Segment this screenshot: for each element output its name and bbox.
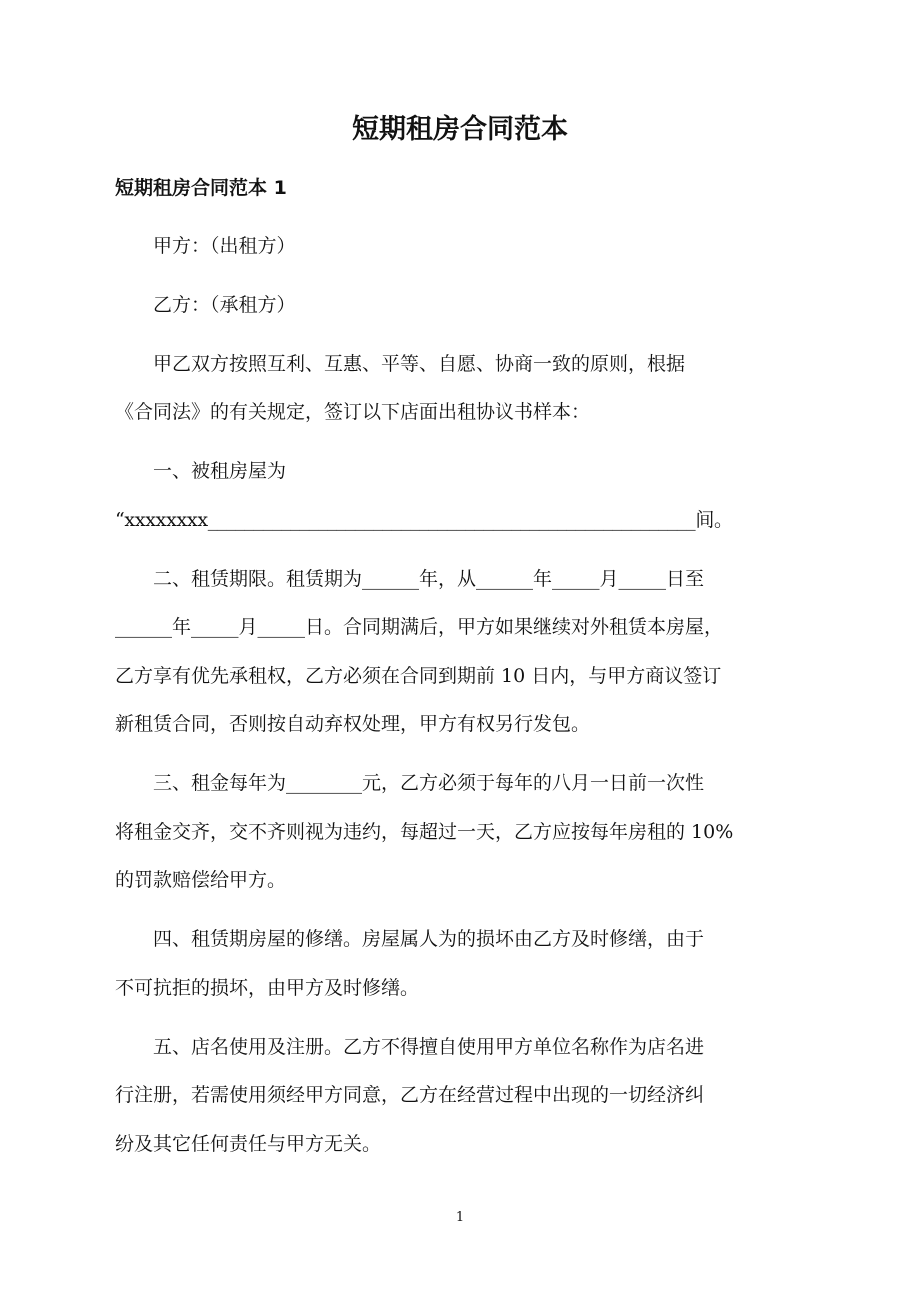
- clause-5-line-1: 五、店名使用及注册。乙方不得擅自使用甲方单位名称作为店名进: [153, 1036, 705, 1058]
- page-number: 1: [455, 1210, 465, 1225]
- clause-3-line-3: 的罚款赔偿给甲方。: [115, 869, 287, 891]
- clause-2-line-1: 二、租赁期限。租赁期为______年，从______年_____月_____日至: [153, 568, 705, 590]
- party-b-line: 乙方：（承租方）: [153, 294, 296, 316]
- clause-3-line-2: 将租金交齐，交不齐则视为违约，每超过一天，乙方应按每年房租的 10%: [115, 821, 734, 843]
- clause-2-line-3: 乙方享有优先承租权，乙方必须在合同到期前 10 日内，与甲方商议签订: [115, 665, 722, 687]
- clause-1-line-2: “xxxxxxxx_____________________________________________________间。: [115, 509, 733, 531]
- document-title: 短期租房合同范本: [352, 114, 568, 145]
- section-heading: 短期租房合同范本 1: [115, 177, 287, 199]
- clause-4-line-1: 四、租赁期房屋的修缮。房屋属人为的损坏由乙方及时修缮，由于: [153, 928, 705, 950]
- intro-line-1: 甲乙双方按照互利、互惠、平等、自愿、协商一致的原则，根据: [153, 353, 686, 375]
- clause-5-line-2: 行注册，若需使用须经甲方同意，乙方在经营过程中出现的一切经济纠: [115, 1084, 705, 1106]
- party-a-line: 甲方：（出租方）: [153, 235, 296, 257]
- intro-line-2: 《合同法》的有关规定，签订以下店面出租协议书样本：: [115, 401, 591, 423]
- clause-1-line-1: 一、被租房屋为: [153, 460, 287, 482]
- clause-5-line-3: 纷及其它任何责任与甲方无关。: [115, 1133, 382, 1155]
- clause-2-line-4: 新租赁合同，否则按自动弃权处理，甲方有权另行发包。: [115, 713, 591, 735]
- clause-2-line-2: ______年_____月_____日。合同期满后，甲方如果继续对外租赁本房屋，: [115, 616, 724, 638]
- clause-4-line-2: 不可抗拒的损坏，由甲方及时修缮。: [115, 977, 420, 999]
- clause-3-line-1: 三、租金每年为________元，乙方必须于每年的八月一日前一次性: [153, 772, 705, 794]
